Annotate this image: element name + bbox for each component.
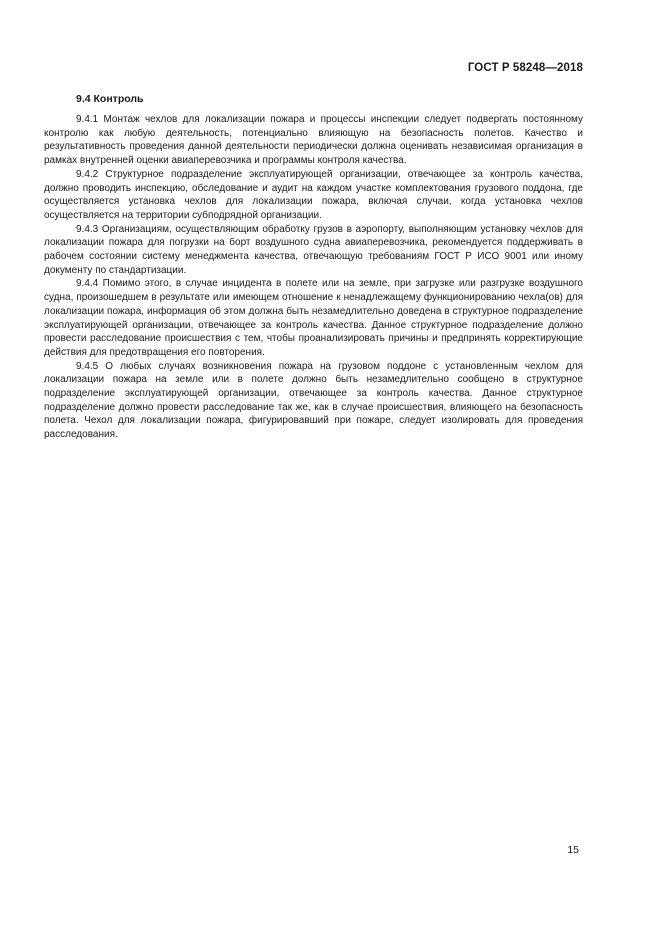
paragraph-9-4-2: 9.4.2 Структурное подразделение эксплуатирующей организации, отвечающее за контроль качества, должно проводить инспекцию, обследование и аудит на каждом участке комплектования грузового поддона, где осуществляется установка чехлов для локализации пожара, включая случаи, когда установка чехлов осуществляется на территории субподрядной организации. (44, 168, 583, 221)
paragraph-9-4-3: 9.4.3 Организациям, осуществляющим обработку грузов в аэропорту, выполняющим установку чехлов для локализации пожара для погрузки на борт воздушного судна авиаперевозчика, рекомендуется поддерживать в рабочем состоянии систему менеджмента качества, отвечающую требованиям ГОСТ Р ИСО 9001 или иному документу по стандартизации. (44, 223, 583, 276)
paragraph-9-4-5: 9.4.5 О любых случаях возникновения пожара на грузовом поддоне с установленным чехлом для локализации пожара на земле или в полете должно быть незамедлительно сообщено в структурное подразделение эксплуатирующей организации, отвечающее за контроль качества. Данное структурное подразделение должно провести расследование так же, как в случае происшествия, влияющего на безопасность полета. Чехол для локализации пожара, фигурировавший при пожаре, следует изолировать для проведения расследования. (44, 360, 583, 441)
paragraph-9-4-1: 9.4.1 Монтаж чехлов для локализации пожара и процессы инспекции следует подвергать постоянному контролю как любую деятельность, потенциально влияющую на безопасность полетов. Качество и результативность проведения данной деятельности периодически должна оценивать независимая организация в рамках внутренней оценки авиаперевозчика и программы контроля качества. (44, 114, 583, 167)
section-title: 9.4 Контроль (76, 93, 144, 105)
document-code-header: ГОСТ Р 58248—2018 (467, 62, 583, 74)
section-body (44, 113, 583, 442)
page-number: 15 (567, 844, 579, 856)
paragraph-9-4-4: 9.4.4 Помимо этого, в случае инцидента в полете или на земле, при загрузке или разгрузке воздушного судна, произошедшем в результате или имеющем отношение к ненадлежащему функционированию чехла(ов) для локализации пожара, информация об этом должна быть незамедлительно доведена в структурное подразделение эксплуатирующей организации, отвечающее за контроль качества. Данное структурное подразделение должно провести расследование происшествия с тем, чтобы проанализировать причины и предпринять корректирующие действия для предотвращения его повторения. (44, 278, 583, 358)
